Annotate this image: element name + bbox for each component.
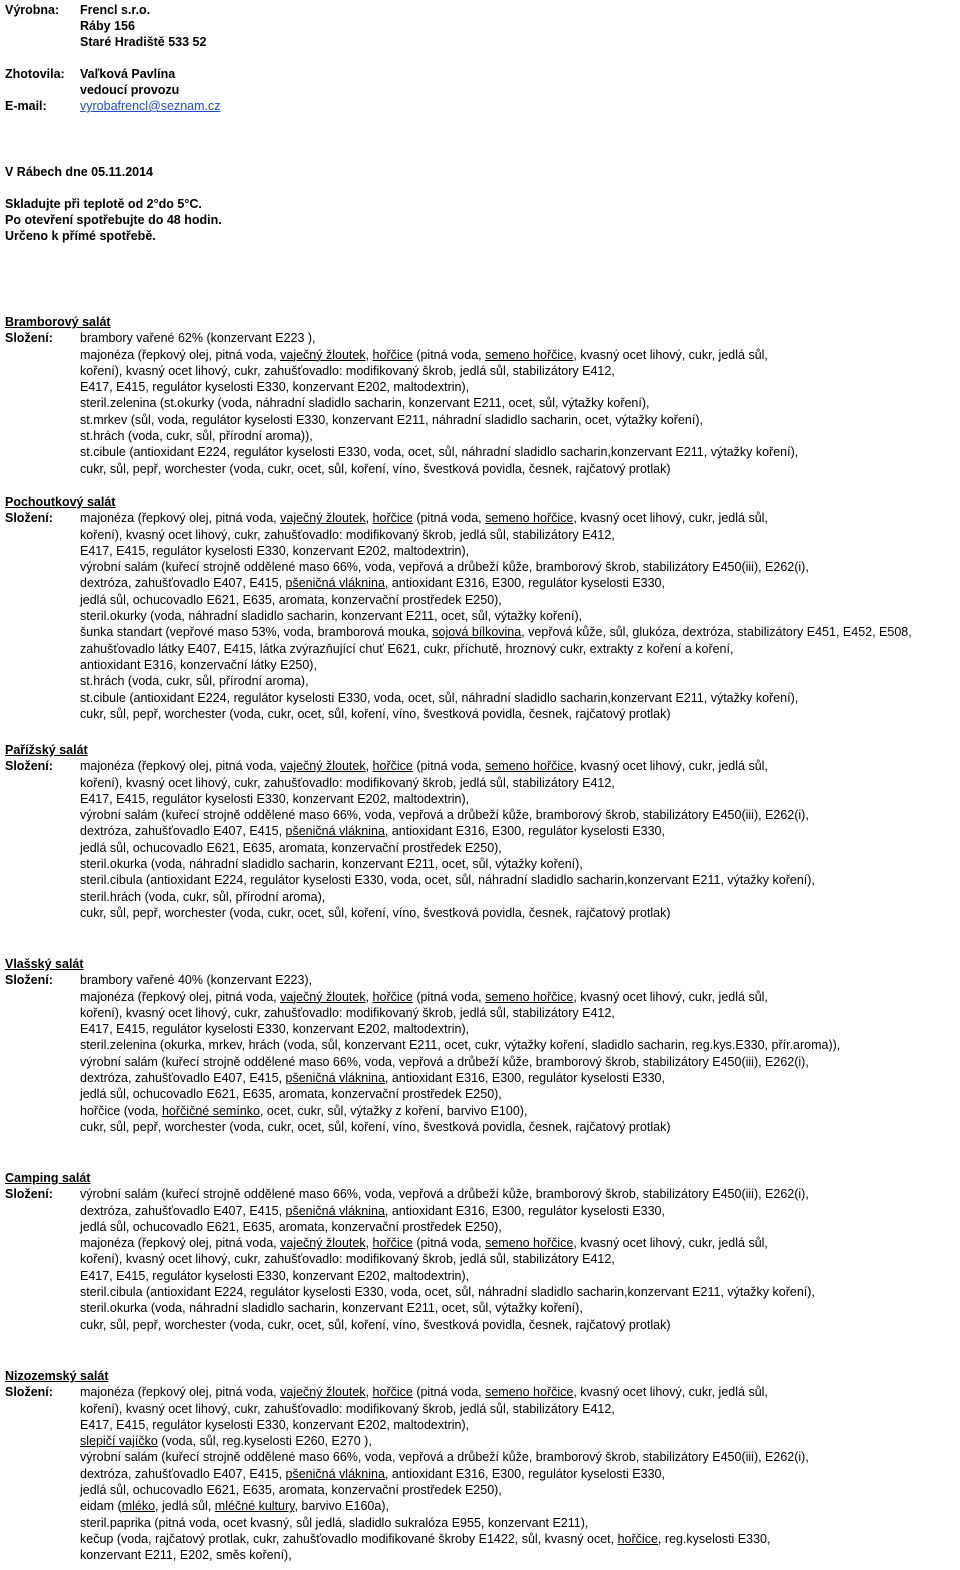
ingredient-line: výrobní salám (kuřecí strojně oddělené maso 66%, voda, vepřová a drůbeží kůže, bramborový škrob, stabilizátory E450(iii), E262(i), bbox=[80, 1187, 809, 1202]
ingredient-line: jedlá sůl, ochucovadlo E621, E635, aromata, konzervační prostředek E250), bbox=[80, 1087, 502, 1102]
author-role-row bbox=[5, 82, 179, 98]
ingredient-line: dextróza, zahušťovadlo E407, E415, pšeničná vláknina, antioxidant E316, E300, regulátor kyselosti E330, bbox=[80, 1203, 665, 1218]
ingredient-line: cukr, sůl, pepř, worchester (voda, cukr, ocet, sůl, koření, víno, švestková povidla, česnek, rajčatový protlak) bbox=[80, 905, 671, 920]
ingredient-line: steril.paprika (pitná voda, ocet kvasný, sůl jedlá, sladidlo sukralóza E955, konzervant E211), bbox=[80, 1515, 589, 1530]
composition-label: Složení: bbox=[5, 511, 53, 526]
ingredient-line: zahušťovadlo látky E407, E415, látka zvýrazňující chuť E621, cukr, příchutě, hroznový cukr, extrakty z koření a koření, bbox=[80, 641, 734, 656]
section-title: Pochoutkový salát bbox=[5, 495, 116, 509]
ingredient-line: koření), kvasný ocet lihový, cukr, zahušťovadlo: modifikovaný škrob, jedlá sůl, stabilizátory E412, bbox=[80, 1252, 615, 1267]
ingredient-line: brambory vařené 62% (konzervant E223 ), bbox=[80, 331, 316, 346]
ingredient-line: steril.hrách (voda, cukr, sůl, přírodní aroma), bbox=[80, 889, 326, 904]
composition-block bbox=[5, 330, 956, 477]
composition-label: Složení: bbox=[5, 1187, 53, 1202]
section-vlassky bbox=[5, 956, 956, 1135]
section-title: Pařížský salát bbox=[5, 743, 88, 757]
ingredient-line: dextróza, zahušťovadlo E407, E415, pšeničná vláknina, antioxidant E316, E300, regulátor kyselosti E330, bbox=[80, 1071, 665, 1086]
allergen-term: hořčice bbox=[372, 347, 413, 362]
ingredient-line: výrobní salám (kuřecí strojně oddělené maso 66%, voda, vepřová a drůbeží kůže, bramborový škrob, stabilizátory E450(iii), E262(i), bbox=[80, 1054, 809, 1069]
allergen-term: mléčné kultury bbox=[214, 1499, 295, 1514]
storage-line-2: Po otevření spotřebujte do 48 hodin. bbox=[5, 213, 222, 227]
producer-label: Výrobna: bbox=[5, 3, 60, 17]
ingredient-line: E417, E415, regulátor kyselosti E330, konzervant E202, maltodextrin), bbox=[80, 543, 470, 558]
allergen-term: hořčice bbox=[372, 1236, 413, 1251]
composition-label: Složení: bbox=[5, 1385, 53, 1400]
ingredient-line: cukr, sůl, pepř, worchester (voda, cukr, ocet, sůl, koření, víno, švestková povidla, česnek, rajčatový protlak) bbox=[80, 1317, 671, 1332]
ingredient-line: st.mrkev (sůl, voda, regulátor kyselosti E330, konzervant E211, náhradní sladidlo sacharin, ocet, výtažky koření), bbox=[80, 412, 703, 427]
ingredient-line: jedlá sůl, ochucovadlo E621, E635, aromata, konzervační prostředek E250), bbox=[80, 592, 502, 607]
ingredient-line: výrobní salám (kuřecí strojně oddělené maso 66%, voda, vepřová a drůbeží kůže, bramborový škrob, stabilizátory E450(iii), E262(i), bbox=[80, 1450, 809, 1465]
ingredient-line: eidam (mléko, jedlá sůl, mléčné kultury, barvivo E160a), bbox=[80, 1499, 389, 1514]
ingredient-line: E417, E415, regulátor kyselosti E330, konzervant E202, maltodextrin), bbox=[80, 1417, 470, 1432]
allergen-term: hořčice bbox=[372, 1385, 413, 1400]
ingredient-line: steril.okurka (voda, náhradní sladidlo sacharin, konzervant E211, ocet, sůl, výtažky koření), bbox=[80, 857, 583, 872]
allergen-term: mléko bbox=[121, 1499, 156, 1514]
allergen-term: hořčice bbox=[372, 511, 413, 526]
ingredient-line: slepičí vajíčko (voda, sůl, reg.kyselosti E260, E270 ), bbox=[80, 1434, 372, 1449]
ingredient-line: koření), kvasný ocet lihový, cukr, zahušťovadlo: modifikovaný škrob, jedlá sůl, stabilizátory E412, bbox=[80, 527, 615, 542]
section-title: Camping salát bbox=[5, 1171, 91, 1185]
allergen-term: semeno hořčice bbox=[485, 759, 574, 774]
ingredient-line: koření), kvasný ocet lihový, cukr, zahušťovadlo: modifikovaný škrob, jedlá sůl, stabilizátory E412, bbox=[80, 775, 615, 790]
ingredient-line: E417, E415, regulátor kyselosti E330, konzervant E202, maltodextrin), bbox=[80, 380, 470, 395]
composition-label: Složení: bbox=[5, 759, 53, 774]
producer-street: Ráby 156 bbox=[80, 19, 135, 33]
storage-line-3: Určeno k přímé spotřebě. bbox=[5, 229, 156, 243]
ingredient-line: E417, E415, regulátor kyselosti E330, konzervant E202, maltodextrin), bbox=[80, 1022, 470, 1037]
section-title: Nizozemský salát bbox=[5, 1369, 109, 1383]
composition-block bbox=[5, 972, 956, 1135]
allergen-term: pšeničná vláknina bbox=[285, 1203, 385, 1218]
ingredient-line: steril.zelenina (okurka, mrkev, hrách (voda, sůl, konzervant E211, ocet, cukr, výtažky koření, sladidlo sacharin, reg.kys.E330, přír.aroma)), bbox=[80, 1038, 841, 1053]
composition-label: Složení: bbox=[5, 331, 53, 346]
ingredient-line: st.cibule (antioxidant E224, regulátor kyselosti E330, voda, ocet, sůl, náhradní sladidlo sacharin,konzervant E211, výtažky koření), bbox=[80, 690, 799, 705]
allergen-term: semeno hořčice bbox=[485, 1385, 574, 1400]
ingredient-line: dextróza, zahušťovadlo E407, E415, pšeničná vláknina, antioxidant E316, E300, regulátor kyselosti E330, bbox=[80, 576, 665, 591]
author-role: vedoucí provozu bbox=[80, 83, 180, 97]
ingredient-line: antioxidant E316, konzervační látky E250), bbox=[80, 657, 317, 672]
ingredient-line: E417, E415, regulátor kyselosti E330, konzervant E202, maltodextrin), bbox=[80, 791, 470, 806]
ingredient-line: výrobní salám (kuřecí strojně oddělené maso 66%, voda, vepřová a drůbeží kůže, bramborový škrob, stabilizátory E450(iii), E262(i), bbox=[80, 560, 809, 575]
ingredient-line: st.cibule (antioxidant E224, regulátor kyselosti E330, voda, ocet, sůl, náhradní sladidlo sacharin,konzervant E211, výtažky koření), bbox=[80, 445, 799, 460]
ingredient-line: koření), kvasný ocet lihový, cukr, zahušťovadlo: modifikovaný škrob, jedlá sůl, stabilizátory E412, bbox=[80, 363, 615, 378]
ingredient-line: steril.cibula (antioxidant E224, regulátor kyselosti E330, voda, ocet, sůl, náhradní sladidlo sacharin,konzervant E211, výtažky koření), bbox=[80, 1285, 815, 1300]
composition-block bbox=[5, 1384, 956, 1563]
email-row bbox=[5, 98, 221, 114]
storage-line-1: Skladujte při teplotě od 2°do 5°C. bbox=[5, 197, 202, 211]
producer-city-row bbox=[5, 34, 206, 50]
ingredient-line: steril.zelenina (st.okurky (voda, náhradní sladidlo sacharin, konzervant E211, ocet, sůl, výtažky koření), bbox=[80, 396, 650, 411]
ingredient-line: cukr, sůl, pepř, worchester (voda, cukr, ocet, sůl, koření, víno, švestková povidla, česnek, rajčatový protlak) bbox=[80, 706, 671, 721]
section-nizozemsky bbox=[5, 1368, 956, 1564]
producer-city: Staré Hradiště 533 52 bbox=[80, 35, 207, 49]
ingredient-line: cukr, sůl, pepř, worchester (voda, cukr, ocet, sůl, koření, víno, švestková povidla, česnek, rajčatový protlak) bbox=[80, 1119, 671, 1134]
composition-block bbox=[5, 758, 956, 921]
composition-label: Složení: bbox=[5, 973, 53, 988]
ingredient-line: hořčice (voda, hořčičné semínko, ocet, cukr, sůl, výtažky z koření, barvivo E100), bbox=[80, 1103, 528, 1118]
allergen-term: pšeničná vláknina bbox=[285, 1466, 385, 1481]
composition-block bbox=[5, 510, 956, 722]
section-title: Bramborový salát bbox=[5, 315, 111, 329]
ingredient-line: st.hrách (voda, cukr, sůl, přírodní aroma)), bbox=[80, 429, 313, 444]
ingredient-line: koření), kvasný ocet lihový, cukr, zahušťovadlo: modifikovaný škrob, jedlá sůl, stabilizátory E412, bbox=[80, 1401, 615, 1416]
ingredient-line: steril.okurky (voda, náhradní sladidlo sacharin, konzervant E211, ocet, sůl, výtažky koření), bbox=[80, 609, 583, 624]
composition-block bbox=[5, 1186, 956, 1333]
allergen-term: hořčice bbox=[372, 989, 413, 1004]
producer-name: Frencl s.r.o. bbox=[80, 3, 151, 17]
ingredient-line: jedlá sůl, ochucovadlo E621, E635, aromata, konzervační prostředek E250), bbox=[80, 1483, 502, 1498]
ingredient-line: jedlá sůl, ochucovadlo E621, E635, aromata, konzervační prostředek E250), bbox=[80, 1219, 502, 1234]
ingredient-line: majonéza (řepkový olej, pitná voda, vaječný žloutek, hořčice (pitná voda, semeno hořčice, kvasný ocet lihový, cukr, jedlá sůl, bbox=[80, 511, 768, 526]
section-bramborovy bbox=[5, 314, 956, 477]
ingredient-line: cukr, sůl, pepř, worchester (voda, cukr, ocet, sůl, koření, víno, švestková povidla, česnek, rajčatový protlak) bbox=[80, 461, 671, 476]
allergen-term: semeno hořčice bbox=[485, 1236, 574, 1251]
allergen-term: vaječný žloutek bbox=[280, 1385, 366, 1400]
ingredient-line: jedlá sůl, ochucovadlo E621, E635, aromata, konzervační prostředek E250), bbox=[80, 840, 502, 855]
allergen-term: vaječný žloutek bbox=[280, 759, 366, 774]
allergen-term: vaječný žloutek bbox=[280, 989, 366, 1004]
ingredient-line: steril.okurka (voda, náhradní sladidlo sacharin, konzervant E211, ocet, sůl, výtažky koření), bbox=[80, 1301, 583, 1316]
ingredient-line: konzervant E211, E202, směs koření), bbox=[80, 1548, 292, 1563]
email-link[interactable]: vyrobafrencl@seznam.cz bbox=[80, 99, 221, 113]
ingredient-line: majonéza (řepkový olej, pitná voda, vaječný žloutek, hořčice (pitná voda, semeno hořčice, kvasný ocet lihový, cukr, jedlá sůl, bbox=[80, 347, 768, 362]
section-camping bbox=[5, 1170, 956, 1333]
allergen-term: hořčice bbox=[617, 1531, 658, 1546]
section-parizsky bbox=[5, 742, 956, 921]
section-pochoutkovy bbox=[5, 494, 956, 722]
author-name: Vaľková Pavlína bbox=[80, 67, 176, 81]
allergen-term: vaječný žloutek bbox=[280, 347, 366, 362]
section-title: Vlašský salát bbox=[5, 957, 84, 971]
allergen-term: pšeničná vláknina bbox=[285, 824, 385, 839]
ingredient-line: E417, E415, regulátor kyselosti E330, konzervant E202, maltodextrin), bbox=[80, 1268, 470, 1283]
allergen-term: hořčičné semínko bbox=[161, 1103, 260, 1118]
author-label: Zhotovila: bbox=[5, 67, 65, 81]
ingredient-line: dextróza, zahušťovadlo E407, E415, pšeničná vláknina, antioxidant E316, E300, regulátor kyselosti E330, bbox=[80, 824, 665, 839]
allergen-term: sojová bílkovina bbox=[432, 625, 522, 640]
allergen-term: hořčice bbox=[372, 759, 413, 774]
ingredient-line: koření), kvasný ocet lihový, cukr, zahušťovadlo: modifikovaný škrob, jedlá sůl, stabilizátory E412, bbox=[80, 1005, 615, 1020]
email-label: E-mail: bbox=[5, 99, 47, 113]
author-row bbox=[5, 66, 175, 82]
allergen-term: vaječný žloutek bbox=[280, 1236, 366, 1251]
allergen-term: pšeničná vláknina bbox=[285, 576, 385, 591]
ingredient-line: majonéza (řepkový olej, pitná voda, vaječný žloutek, hořčice (pitná voda, semeno hořčice, kvasný ocet lihový, cukr, jedlá sůl, bbox=[80, 1236, 768, 1251]
producer-address-row bbox=[5, 18, 135, 34]
ingredient-line: dextróza, zahušťovadlo E407, E415, pšeničná vláknina, antioxidant E316, E300, regulátor kyselosti E330, bbox=[80, 1466, 665, 1481]
allergen-term: semeno hořčice bbox=[485, 347, 574, 362]
ingredient-line: brambory vařené 40% (konzervant E223), bbox=[80, 973, 313, 988]
ingredient-line: majonéza (řepkový olej, pitná voda, vaječný žloutek, hořčice (pitná voda, semeno hořčice, kvasný ocet lihový, cukr, jedlá sůl, bbox=[80, 759, 768, 774]
ingredient-line: majonéza (řepkový olej, pitná voda, vaječný žloutek, hořčice (pitná voda, semeno hořčice, kvasný ocet lihový, cukr, jedlá sůl, bbox=[80, 1385, 768, 1400]
allergen-term: pšeničná vláknina bbox=[285, 1071, 385, 1086]
allergen-term: semeno hořčice bbox=[485, 511, 574, 526]
allergen-term: slepičí vajíčko bbox=[80, 1434, 158, 1449]
ingredient-line: st.hrách (voda, cukr, sůl, přírodní aroma), bbox=[80, 674, 309, 689]
producer-row bbox=[5, 2, 150, 18]
allergen-term: vaječný žloutek bbox=[280, 511, 366, 526]
allergen-term: semeno hořčice bbox=[485, 989, 574, 1004]
ingredient-line: kečup (voda, rajčatový protlak, cukr, zahušťovadlo modifikované škroby E1422, sůl, kvasný ocet, hořčice, reg.kyselosti E330, bbox=[80, 1531, 771, 1546]
ingredient-line: steril.cibula (antioxidant E224, regulátor kyselosti E330, voda, ocet, sůl, náhradní sladidlo sacharin,konzervant E211, výtažky koření), bbox=[80, 873, 815, 888]
date-line: V Rábech dne 05.11.2014 bbox=[5, 165, 154, 179]
ingredient-line: šunka standart (vepřové maso 53%, voda, bramborová mouka, sojová bílkovina, vepřová kůže, sůl, glukóza, dextróza, stabilizátory E451, E452, E508, bbox=[80, 625, 912, 640]
ingredient-line: výrobní salám (kuřecí strojně oddělené maso 66%, voda, vepřová a drůbeží kůže, bramborový škrob, stabilizátory E450(iii), E262(i), bbox=[80, 808, 809, 823]
ingredient-line: majonéza (řepkový olej, pitná voda, vaječný žloutek, hořčice (pitná voda, semeno hořčice, kvasný ocet lihový, cukr, jedlá sůl, bbox=[80, 989, 768, 1004]
